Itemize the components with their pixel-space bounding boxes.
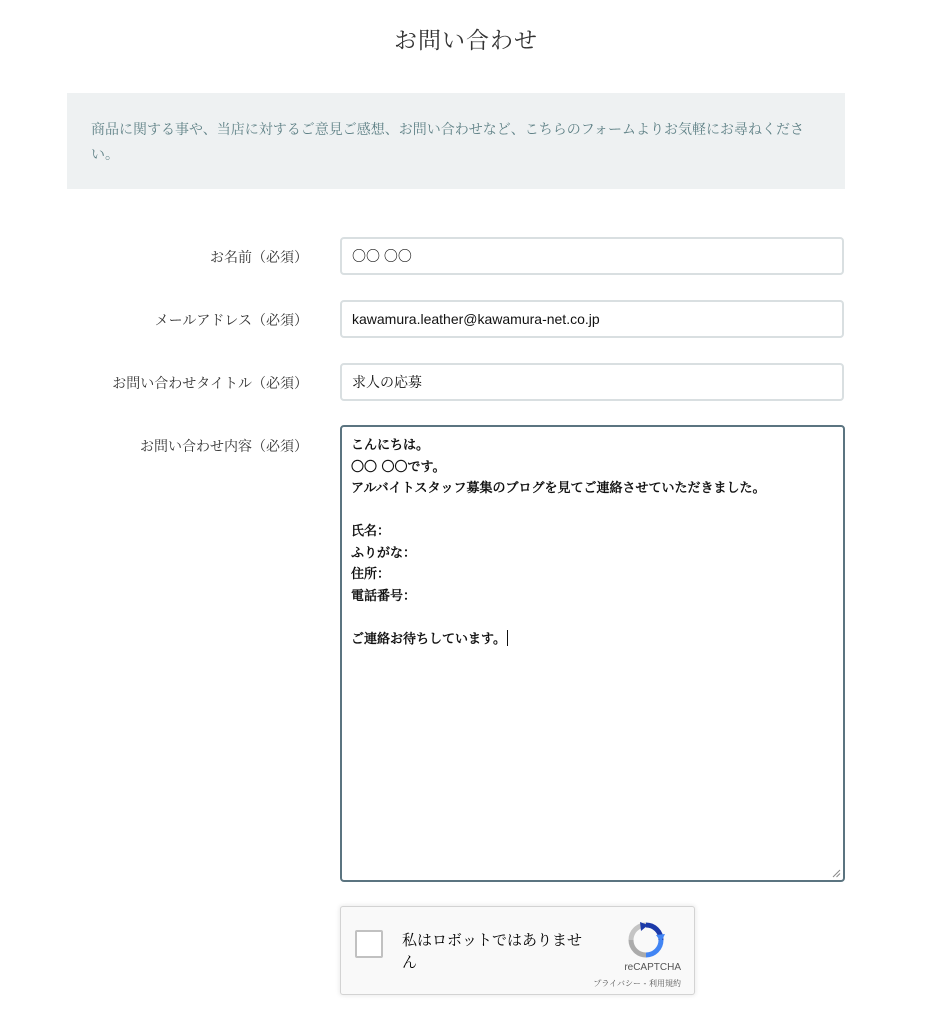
terms-link[interactable]: 利用規約 — [649, 979, 681, 988]
link-separator: - — [641, 979, 649, 988]
recaptcha-widget — [340, 906, 695, 995]
email-input[interactable]: kawamura.leather@kawamura-net.co.jp — [340, 300, 844, 338]
message-textarea[interactable] — [340, 425, 845, 882]
recaptcha-links — [541, 978, 681, 989]
subject-label: お問い合わせタイトル（必須） — [112, 376, 308, 392]
message-line: 電話番号： — [351, 588, 417, 604]
recaptcha-brand: reCAPTCHA — [624, 962, 681, 973]
message-line — [351, 607, 834, 629]
subject-input[interactable]: 求人の応募 — [340, 363, 844, 401]
message-line: 〇〇 〇〇です。 — [351, 459, 446, 475]
form-notice: 商品に関する事や、当店に対するご意見ご感想、お問い合わせなど、こちらのフォームよりお気軽にお尋ねください。 — [67, 93, 845, 189]
message-line-text: ご連絡お待ちしています。 — [351, 631, 506, 647]
privacy-link[interactable]: プライバシー — [593, 979, 642, 988]
message-line — [351, 500, 834, 522]
page-title: お問い合わせ — [394, 28, 538, 54]
resize-grip-icon[interactable] — [831, 868, 841, 878]
message-line: アルバイトスタッフ募集のブログを見てご連絡させていただきました。 — [351, 481, 766, 496]
message-last-line — [351, 629, 834, 651]
message-line: ふりがな： — [351, 545, 417, 561]
message-line: 氏名： — [351, 524, 391, 539]
recaptcha-checkbox[interactable] — [355, 930, 383, 958]
name-input[interactable]: 〇〇 〇〇 — [340, 237, 844, 275]
text-caret — [507, 630, 508, 646]
recaptcha-label: 私はロボットではありません — [402, 931, 583, 971]
email-label: メールアドレス（必須） — [154, 313, 308, 329]
name-label: お名前（必須） — [210, 250, 308, 266]
message-line: 住所： — [351, 567, 391, 582]
message-line: こんにちは。 — [351, 438, 430, 453]
message-label: お問い合わせ内容（必須） — [140, 439, 308, 455]
recaptcha-logo-icon — [627, 921, 665, 959]
